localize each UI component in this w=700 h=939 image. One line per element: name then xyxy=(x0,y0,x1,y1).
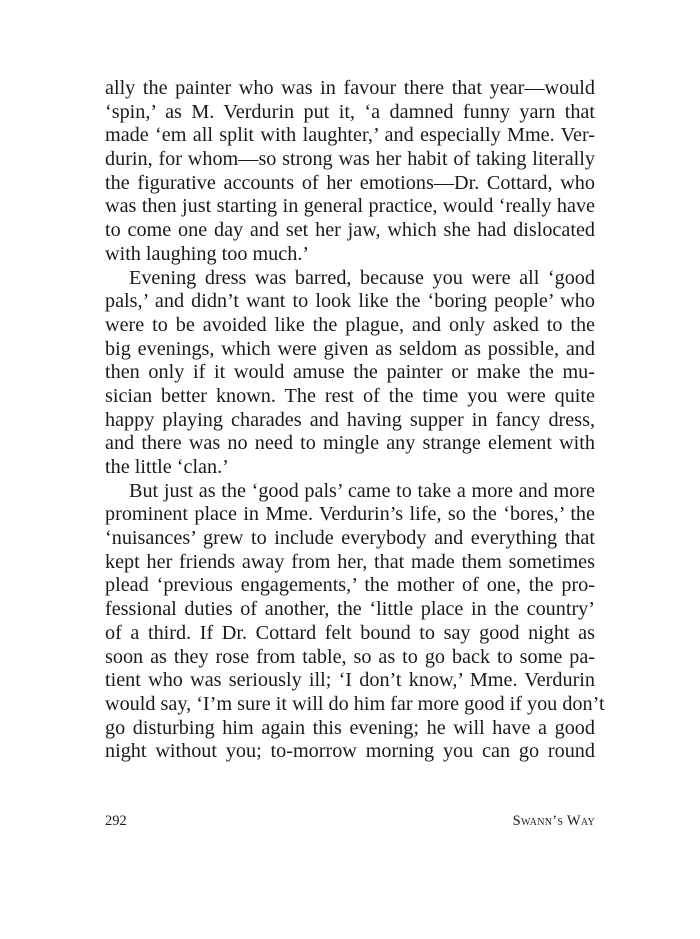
text-line: tient who was seriously ill; ‘I don’t know,’ Mme. Verdurin xyxy=(105,669,595,692)
text-line: happy playing charades and having supper in fancy dress, xyxy=(105,408,595,431)
text-line: ally the painter who was in favour there that year—would xyxy=(105,77,595,99)
text-line: ‘spin,’ as M. Verdurin put it, ‘a damned funny yarn that xyxy=(105,100,595,123)
text-line: sician better known. The rest of the time you were quite xyxy=(105,384,595,407)
text-line: with laughing too much.’ xyxy=(105,242,310,265)
body-text xyxy=(105,77,605,764)
text-line: soon as they rose from table, so as to go back to some pa- xyxy=(105,645,595,668)
page-number: 292 xyxy=(105,813,127,829)
text-line: prominent place in Mme. Verdurin’s life, so the ‘bores,’ the xyxy=(105,503,595,526)
text-line: the figurative accounts of her emotions—Dr. Cottard, who xyxy=(105,171,595,194)
text-line: But just as the ‘good pals’ came to take a more and more xyxy=(129,479,595,502)
text-line: of a third. If Dr. Cottard felt bound to say good night as xyxy=(105,621,595,644)
text-line: was then just starting in general practice, would ‘really have xyxy=(105,195,595,218)
text-line: made ‘em all split with laughter,’ and especially Mme. Ver- xyxy=(105,124,595,147)
text-line: pals,’ and didn’t want to look like the ‘boring people’ who xyxy=(105,290,595,313)
text-line: then only if it would amuse the painter or make the mu- xyxy=(105,361,595,384)
text-line: big evenings, which were given as seldom as possible, and xyxy=(105,337,595,360)
page-footer xyxy=(105,813,595,833)
text-line: go disturbing him again this evening; he will have a good xyxy=(105,716,595,739)
text-line: plead ‘previous engagements,’ the mother of one, the pro- xyxy=(105,574,595,597)
running-title: Swann’s Way xyxy=(512,813,595,829)
text-line: and there was no need to mingle any strange element with xyxy=(105,432,595,455)
text-line: were to be avoided like the plague, and only asked to the xyxy=(105,313,595,336)
text-line: night without you; to-morrow morning you can go round xyxy=(105,740,595,763)
text-line: durin, for whom—so strong was her habit of taking literally xyxy=(105,148,595,171)
text-line: to come one day and set her jaw, which she had dislocated xyxy=(105,219,595,242)
text-line: fessional duties of another, the ‘little place in the country’ xyxy=(105,598,595,621)
text-line: Evening dress was barred, because you were all ‘good xyxy=(129,266,595,289)
text-line: would say, ‘I’m sure it will do him far more good if you don’t xyxy=(105,692,605,715)
text-line: ‘nuisances’ grew to include everybody and everything that xyxy=(105,527,595,550)
text-line: kept her friends away from her, that made them sometimes xyxy=(105,550,595,573)
text-line: the little ‘clan.’ xyxy=(105,456,229,478)
